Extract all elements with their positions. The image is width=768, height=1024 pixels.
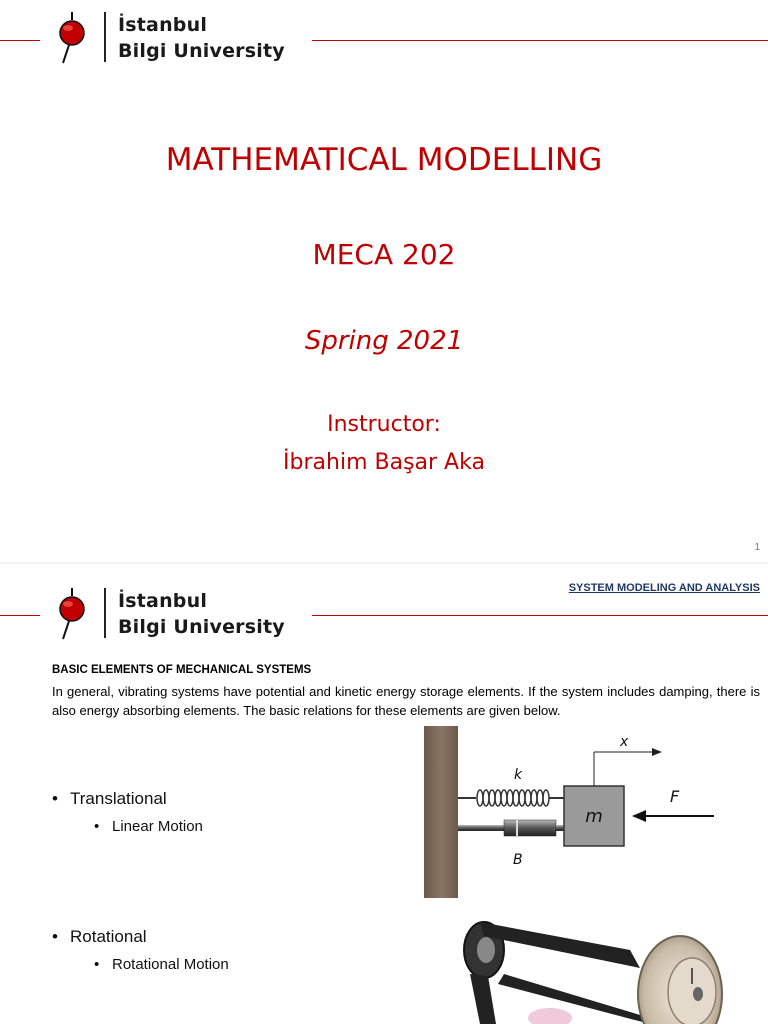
logo-line-2: Bilgi University — [118, 40, 285, 62]
mass-label: m — [585, 806, 603, 827]
logo-line-1: İstanbul — [118, 590, 208, 612]
logo-line-2: Bilgi University — [118, 616, 285, 638]
sub-bullet-linear-motion: • Linear Motion — [94, 818, 203, 835]
logo-divider — [104, 588, 106, 638]
logo-emblem-icon — [54, 586, 90, 642]
page-number: 1 — [754, 542, 760, 553]
university-logo — [54, 586, 314, 646]
damper-label: B — [513, 852, 523, 868]
belt-pulley-illustration — [440, 914, 768, 1024]
bullet-label: Rotational — [70, 927, 147, 946]
term: Spring 2021 — [304, 326, 464, 356]
force-label: F — [670, 787, 680, 806]
header-rule-left — [0, 615, 40, 616]
instructor-label: Instructor: — [327, 412, 441, 437]
bullet-rotational: • Rotational — [52, 927, 147, 946]
sub-bullet-rotational-motion: • Rotational Motion — [94, 956, 229, 973]
course-title: MATHEMATICAL MODELLING — [165, 142, 603, 178]
spring-icon — [477, 790, 549, 806]
force-arrow-icon — [632, 810, 646, 822]
bullet-translational: • Translational — [52, 789, 167, 808]
course-code: MECA 202 — [312, 238, 456, 271]
instructor-name: İbrahim Başar Aka — [283, 450, 485, 475]
logo-divider — [104, 12, 106, 62]
section-header-link[interactable]: SYSTEM MODELING AND ANALYSIS — [568, 582, 760, 594]
logo-emblem-icon — [54, 10, 90, 66]
sub-bullet-label: Linear Motion — [112, 818, 203, 835]
intro-paragraph: In general, vibrating systems have potential and kinetic energy storage elements. If the system includes damping, there is also energy absorbing elements. The basic relations for these elements are given below. — [52, 684, 760, 718]
mass-spring-damper-diagram — [420, 724, 730, 900]
wall — [424, 726, 458, 898]
logo-line-1: İstanbul — [118, 14, 208, 36]
displacement-label: x — [620, 734, 629, 750]
bullet-label: Translational — [70, 789, 167, 808]
header-rule-right — [312, 615, 768, 616]
header-rule-right — [312, 40, 768, 41]
content-slide — [0, 564, 768, 1024]
sub-bullet-label: Rotational Motion — [112, 956, 229, 973]
damper-icon — [458, 820, 564, 836]
university-logo — [54, 10, 314, 70]
header-rule-left — [0, 40, 40, 41]
displacement-arrow-icon — [652, 748, 662, 756]
spring-label: k — [514, 767, 523, 783]
section-heading: BASIC ELEMENTS OF MECHANICAL SYSTEMS — [52, 664, 312, 676]
